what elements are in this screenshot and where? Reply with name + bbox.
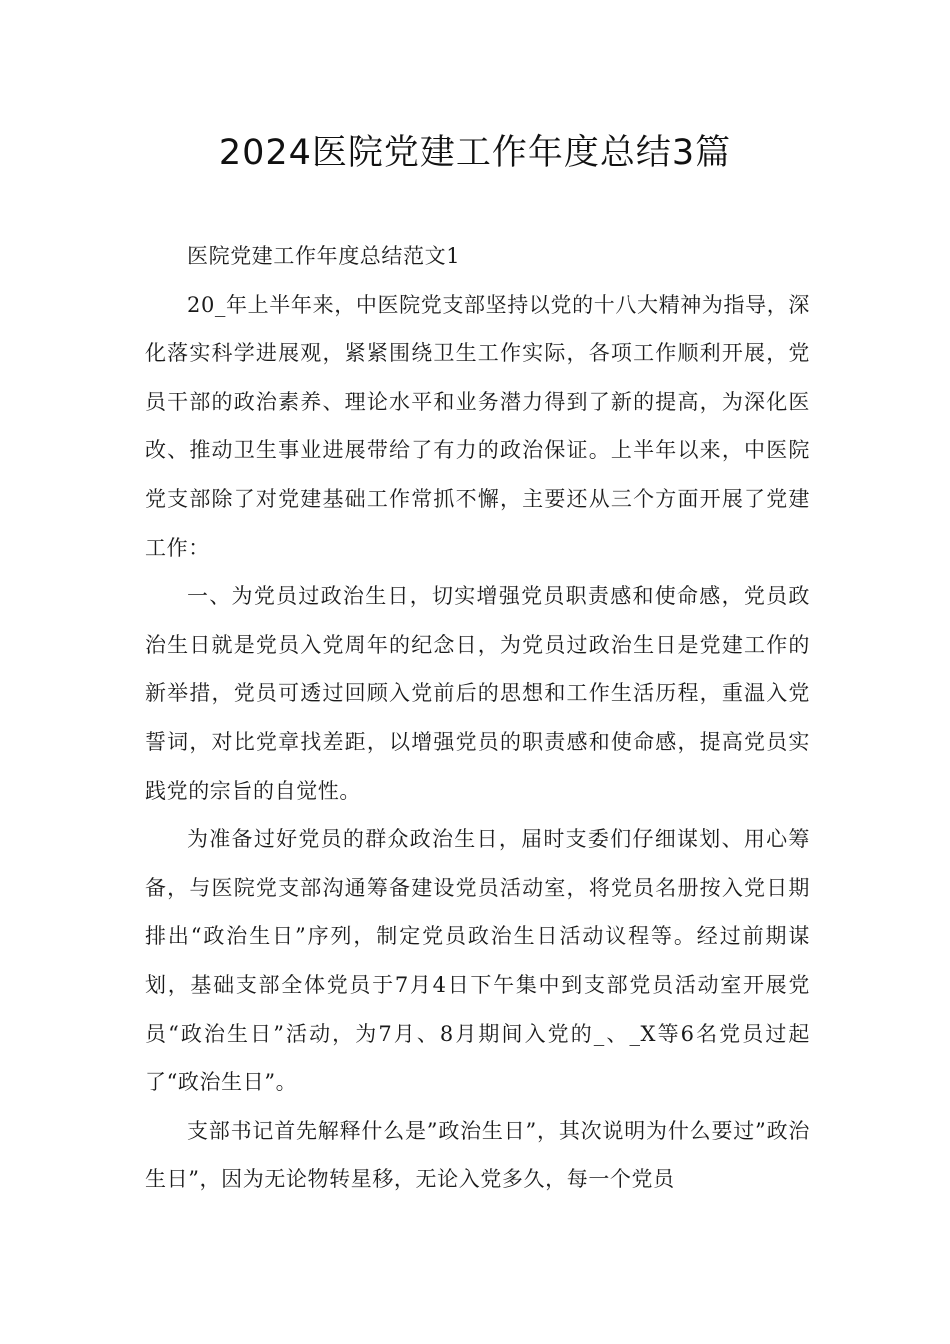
section-heading: 医院党建工作年度总结范文1 — [187, 244, 461, 268]
document-title: 2024医院党建工作年度总结3篇 — [218, 133, 732, 173]
paragraph-preparation: 为准备过好党员的群众政治生日，届时支委们仔细谋划、用心筹备，与医院党支部沟通筹备建设党员活动室，将党员名册按入党日期排出“政治生日”序列，制定党员政治生日活动议程等。经过前期谋划，基础支部全体党员于7月4日下午集中到支部党员活动室开展党员“政治生日”活动，为7月、8月期间入党的_、_X等6名党员过起了“政治生日”。 — [145, 827, 810, 1095]
paragraph-intro: 20_年上半年来，中医院党支部坚持以党的十八大精神为指导，深化落实科学进展观，紧紧围绕卫生工作实际，各项工作顺利开展，党员干部的政治素养、理论水平和业务潜力得到了新的提高，为深化医改、推动卫生事业进展带给了有力的政治保证。上半年以来，中医院党支部除了对党建基础工作常抓不懈，主要还从三个方面开展了党建工作： — [145, 292, 810, 560]
paragraph-point-one: 一、为党员过政治生日，切实增强党员职责感和使命感，党员政治生日就是党员入党周年的纪念日，为党员过政治生日是党建工作的新举措，党员可透过回顾入党前后的思想和工作生活历程，重温入党誓词，对比党章找差距，以增强党员的职责感和使命感，提高党员实践党的宗旨的自觉性。 — [145, 584, 810, 803]
paragraph-secretary: 支部书记首先解释什么是”政治生日”，其次说明为什么要过”政治生日”，因为无论物转星移，无论入党多久，每一个党员 — [145, 1118, 810, 1192]
document-body — [145, 232, 810, 1204]
